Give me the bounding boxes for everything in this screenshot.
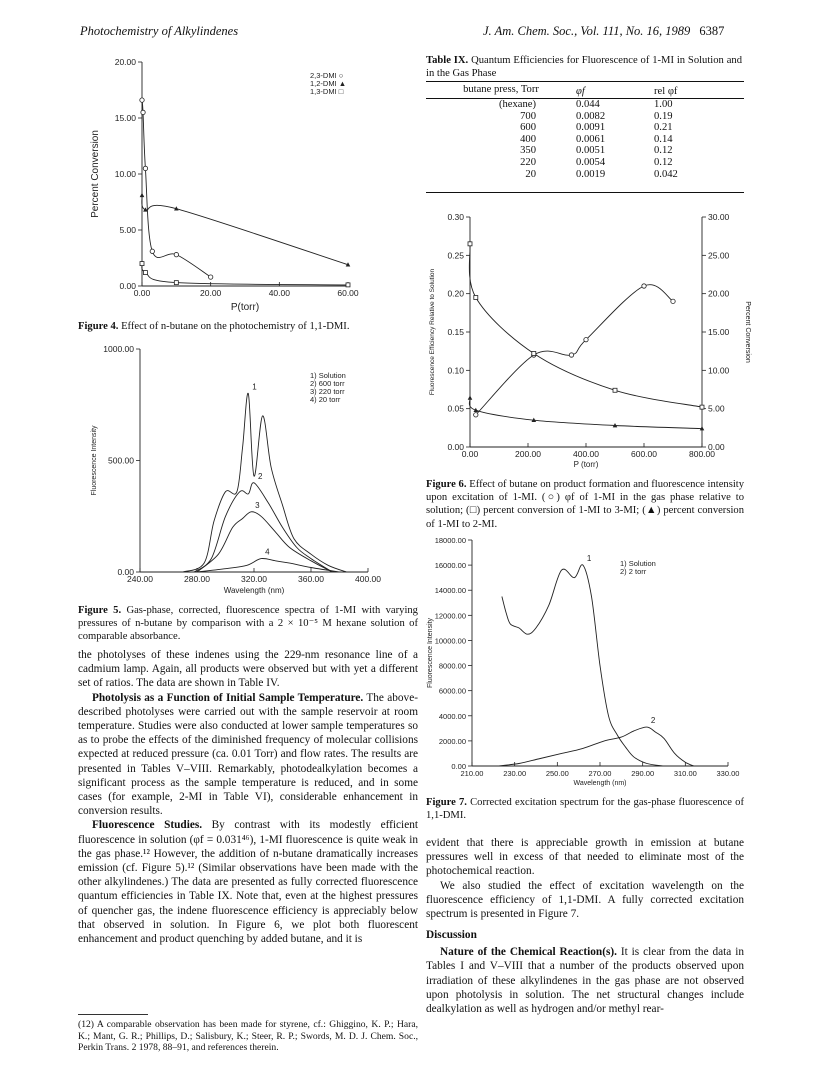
series-label: 3 [255,500,260,510]
series-label: 4 [265,547,270,557]
data-point-triangle [140,193,145,197]
table-cell: 1.00 [654,99,673,110]
table-cell: 0.14 [654,133,673,145]
section-heading-discussion: Discussion [426,929,477,942]
figure-4-caption-text: Effect of n-butane on the photochemistry of 1,1-DMI. [121,321,350,332]
data-point-circle [143,166,147,170]
y-tick-label: 0.30 [447,212,464,222]
section-heading: Fluorescence Studies. [92,819,203,832]
running-header-right [483,24,724,39]
y-tick-label: 0.05 [447,403,464,414]
legend-entry: 1,3-DMI □ [310,87,344,96]
data-point-circle [141,110,145,114]
data-point-circle [174,252,178,256]
paragraph-text: We also studied the effect of excitation wavelength on the fluorescence efficiency of 1,1-DMI. A fully corrected excitation spectrum is presented in Figure 7. [426,879,744,921]
table-cell: 0.0091 [576,122,606,134]
paragraph [78,818,418,946]
y-tick-label: 0.00 [119,281,136,291]
y-tick-label: 0.15 [447,327,464,337]
figure-7-caption-text: Corrected excitation spectrum for the gas-phase fluorescence of 1,1-DMI. [426,797,744,822]
data-point-square [613,388,617,392]
data-point-circle [140,98,144,102]
y-tick-label: 0.00 [117,567,134,577]
footnote-rule [78,1014,148,1015]
figure-7-label: Figure 7. [426,797,467,808]
data-point-circle [208,275,212,279]
paragraph: evident that there is appreciable growth in emission at butane pressures well in excess of that needed to eliminate most of the photochemical reaction. [426,837,744,878]
y-axis-label: Fluorescence Efficiency Relative to Solution [429,268,436,396]
y-tick-label: 4000.00 [438,711,466,721]
paragraph [426,945,744,1016]
x-tick-label: 0.00 [461,449,479,459]
y2-tick-label: 10.00 [708,365,730,376]
table-cell: 220 [520,156,536,168]
column-header: rel φf [654,86,678,98]
figure-5-label: Figure 5. [78,605,122,616]
series-line [183,393,347,572]
x-tick-label: 200.00 [515,449,541,459]
table-cell: 20 [525,168,536,180]
data-point-circle [584,337,588,341]
x-tick-label: 400.00 [355,574,381,584]
y-tick-label: 15.00 [114,113,136,123]
y-tick-label: 0.25 [447,250,464,261]
table-rule [426,192,744,193]
series-line [197,558,340,572]
y-axis-label: Fluorescence Intensity [427,617,434,689]
series-line [476,285,673,415]
y-tick-label: 0.10 [447,365,464,376]
data-point-triangle [468,395,473,399]
legend-entry: 4) 20 torr [310,395,341,404]
journal-citation: J. Am. Chem. Soc., Vol. 111, No. 16, 1989 [483,24,691,38]
table-cell: 600 [520,122,536,134]
y-tick-label: 1000.00 [103,344,134,354]
data-point-circle [569,353,573,357]
y-axis-label: Percent Conversion [90,130,101,218]
paragraph-text: By contrast with its modestly efficient fluorescence in solution (φf = 0.031⁴⁶), 1-MI fluorescence is quite weak in the gas phase.¹² However, the addition of n-butane dramatically increases emission (cf. Figure 5).¹² (Similar observations have been made with the other alkylindenes.) The data are presented as fully corrected fluorescence quantum efficiencies in Table IX. Note that, even at the highest pressures of quencher gas, the indene fluorescence efficiency is appreciably below that observed in solution. In Figure 6, we plot both fluorescent enhancement and product quenching by added butane, and it is [78,819,418,946]
x-axis-label: Wavelength (nm) [223,586,285,595]
column-header: φf [576,86,585,98]
y2-tick-label: 15.00 [708,327,730,337]
series-label: 2 [650,716,656,726]
figure-7-chart [426,530,756,790]
column-header: butane press, Torr [463,84,539,95]
x-tick-label: 400.00 [573,449,599,459]
figure-5-caption [78,604,418,644]
figure-4-chart [78,50,418,312]
legend-entry: 1,2-DMI ▲ [310,79,347,88]
y-tick-label: 500.00 [108,455,134,466]
x-tick-label: 250.00 [545,769,569,778]
running-header-left: Photochemistry of Alkylindenes [80,24,239,38]
table-row [426,99,744,111]
figure-5-caption-text: Gas-phase, corrected, fluorescence spectra of 1-MI with varying pressures of n-butane by comparison with a 2 × 10⁻⁵ M hexane solution of comparable absorbance. [78,605,418,643]
legend-entry: 1) Solution [310,371,346,380]
figure-6-label: Figure 6. [426,479,467,490]
y-tick-label: 0.00 [447,442,464,452]
data-point-circle [474,413,478,417]
series-label: 1 [252,382,257,392]
series-line [502,565,664,766]
legend-entry: 2) 600 torr [310,379,345,388]
y-tick-label: 18000.00 [434,536,466,545]
figure-4-label: Figure 4. [78,321,119,332]
x-tick-label: 360.00 [298,574,324,584]
y2-tick-label: 25.00 [708,250,730,261]
table-9-title-text: Quantum Efficiencies for Fluorescence of 1-MI in Solution and in the Gas Phase [426,55,742,80]
paragraph: the photolyses of these indenes using the 229-nm resonance line of a cadmium lamp. Again, all products were observed but with yet a different set of ratios. The data are shown in Table IV. [78,649,418,690]
table-cell: 0.0051 [576,145,606,157]
y-tick-label: 0.00 [451,762,466,771]
table-cell: 0.21 [654,122,673,134]
y-tick-label: 8000.00 [438,661,466,671]
table-cell: 0.12 [654,156,673,168]
table-cell: 0.044 [576,99,600,110]
table-9 [426,84,744,180]
y-tick-label: 0.20 [447,288,464,299]
series-line [142,264,348,285]
footnote-12: (12) A comparable observation has been made for styrene, cf.: Ghiggino, K. P.; Hara, K.; Mant, G. R.; Phillips, D.; Salisbury, K.; Steer, R. P.; Swords, M. D. J. Chem. Soc., Perkin Trans. 2 1978, 88–91, and references therein. [78,1019,418,1054]
y2-tick-label: 20.00 [708,288,730,299]
data-point-square [532,351,536,355]
x-tick-label: 240.00 [127,574,153,584]
table-cell: 700 [520,110,536,122]
paragraph-text: It is clear from the data in Tables I and V–VIII that a number of the products observed upon irradiation of these alkylindenes in the gas phase are not observed upon photolysis in solution. The net structural changes include dealkylation as well as hydrogen and/or methyl rear- [426,946,744,1016]
x-axis-label: P (torr) [573,460,599,469]
y2-axis-label: Percent Conversion [744,301,751,363]
legend-entry: 2) 2 torr [620,567,647,576]
page-number: 6387 [699,24,725,38]
y-axis-label: Fluorescence Intensity [91,425,98,496]
data-point-square [700,405,704,409]
data-point-square [346,283,350,287]
x-tick-label: 0.00 [133,288,151,298]
x-tick-label: 270.00 [588,769,612,778]
right-body-text [426,836,744,1016]
legend-entry: 1) Solution [620,559,656,568]
table-row [426,134,744,146]
figure-5-chart [78,340,418,602]
y-tick-label: 20.00 [114,57,136,67]
x-tick-label: 60.00 [337,288,359,298]
x-tick-label: 210.00 [460,769,484,778]
series-line [498,727,694,766]
table-cell: 0.0061 [576,133,606,145]
x-axis-label: P(torr) [230,302,260,312]
left-body-text [78,648,418,946]
figure-4-caption [78,320,418,333]
table-cell: 0.042 [654,168,678,180]
data-point-circle [642,284,646,288]
figure-7-caption [426,796,744,822]
y-tick-label: 6000.00 [438,686,466,696]
data-point-square [143,271,147,275]
x-tick-label: 230.00 [503,769,527,778]
y2-tick-label: 5.00 [708,403,725,414]
paragraph [78,691,418,819]
series-label: 1 [586,554,592,564]
figure-6-caption [426,478,744,531]
x-axis-label: Wavelength (nm) [573,780,627,787]
data-point-circle [671,299,675,303]
section-heading: Photolysis as a Function of Initial Sample Temperature. [92,691,364,704]
data-point-circle [150,249,154,253]
data-point-square [468,242,472,246]
y-tick-label: 12000.00 [434,611,466,621]
legend-entry: 2,3-DMI ○ [310,71,344,80]
data-point-square [140,262,144,266]
table-row [426,157,744,169]
y-tick-label: 2000.00 [438,736,466,746]
y2-tick-label: 0.00 [708,442,725,452]
x-tick-label: 600.00 [631,449,657,459]
x-tick-label: 800.00 [689,449,715,459]
table-9-grid [426,84,744,180]
table-rule [426,81,744,82]
table-cell: 0.0054 [576,156,606,168]
section-heading: Nature of the Chemical Reaction(s). [440,946,617,959]
table-cell: 0.0019 [576,168,606,180]
y-tick-label: 14000.00 [434,586,466,596]
table-cell: 350 [520,145,536,157]
x-tick-label: 320.00 [241,574,267,584]
table-cell: (hexane) [498,99,536,110]
x-tick-label: 290.00 [631,769,655,778]
table-row [426,111,744,123]
y-tick-label: 16000.00 [434,561,466,571]
figure-6-caption-text: Effect of butane on product formation and fluorescence intensity upon excitation of 1-MI. (○) φf of 1-MI in the gas phase relative to solution; (□) percent conversion of 1-MI to 3-MI; (▲) percent conversion of 1-MI to 2-MI. [426,479,744,530]
figure-6-chart [426,205,756,475]
series-line [469,398,702,429]
y2-tick-label: 30.00 [708,212,730,222]
table-row [426,145,744,157]
table-cell: 400 [520,133,536,145]
table-row [426,169,744,181]
paragraph [426,879,744,922]
x-tick-label: 330.00 [716,769,740,778]
x-tick-label: 310.00 [673,769,697,778]
y-tick-label: 10.00 [114,169,136,179]
y-tick-label: 10000.00 [434,636,466,646]
x-tick-label: 280.00 [184,574,210,584]
table-cell: 0.19 [654,110,673,122]
table-cell: 0.0082 [576,110,606,122]
paragraph-text: The above-described photolyses were carried out with the sample reservoir at room temperature. Studies were also conducted at lower sample temperatures so as to probe the effects of the diminished frequency of molecular collisions expected at reduced pressure (ca. 0.01 Torr) and flow rates. The results are presented in Tables V–VIII. Remarkably, photodealkylation becomes a significant process as the sample temperature is reduced, and in some cases (for example, 2-MI in Table VI), considerable enhancement in conversion results. [78,691,418,818]
table-9-label: Table IX. [426,55,469,66]
x-tick-label: 20.00 [200,288,222,298]
legend-entry: 3) 220 torr [310,387,345,396]
y-tick-label: 5.00 [119,225,136,235]
table-9-title [426,54,742,80]
data-point-square [174,281,178,285]
table-cell: 0.12 [654,145,673,157]
series-label: 2 [258,471,263,481]
x-tick-label: 40.00 [268,288,290,298]
data-point-square [474,296,478,300]
table-row [426,122,744,134]
